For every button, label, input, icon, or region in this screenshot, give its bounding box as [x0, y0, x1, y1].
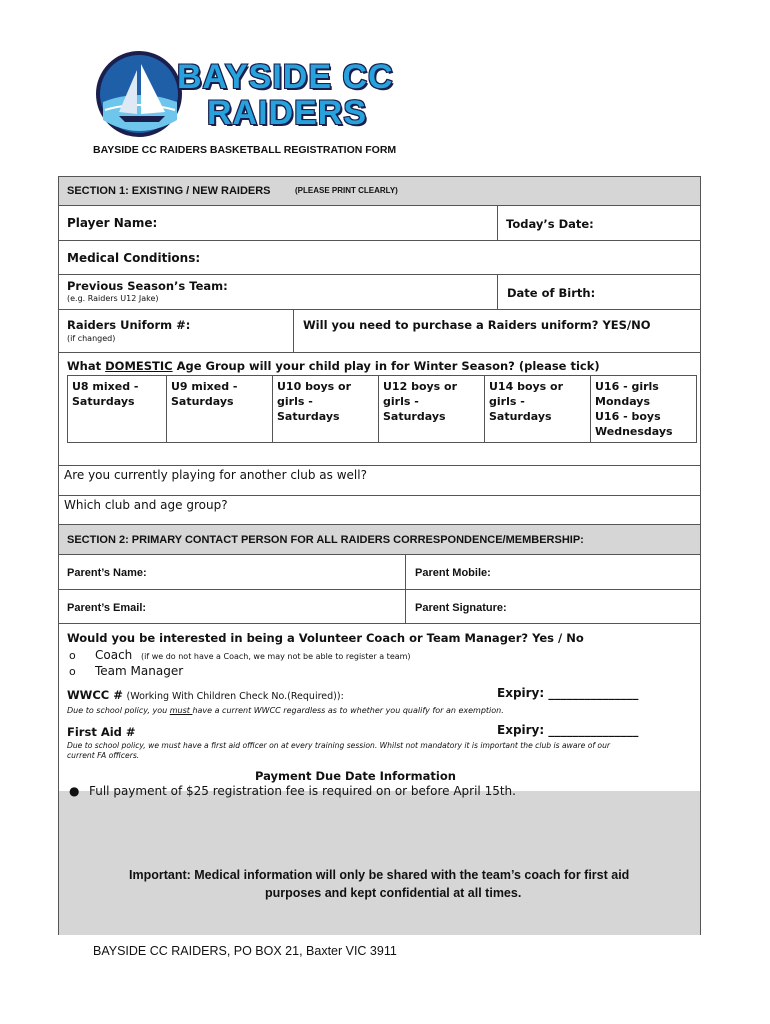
age-option-u10[interactable]: U10 boys or girls - Saturdays: [272, 376, 378, 442]
parent-email-label: Parent’s Email:: [67, 602, 147, 614]
medical-conditions-label: Medical Conditions:: [67, 251, 201, 265]
other-club-field[interactable]: [59, 466, 700, 496]
age-option-u14[interactable]: U14 boys or girls - Saturdays: [484, 376, 590, 442]
player-name-label: Player Name:: [67, 216, 158, 230]
date-of-birth-field[interactable]: [497, 275, 700, 309]
player-name-field[interactable]: [59, 206, 497, 240]
medical-conditions-field[interactable]: [59, 241, 700, 275]
parent-email-field[interactable]: [59, 590, 405, 623]
other-club-label: Are you currently playing for another club as well?: [64, 468, 367, 482]
coach-radio[interactable]: o: [69, 649, 76, 662]
form-title: BAYSIDE CC RAIDERS BASKETBALL REGISTRATION FORM: [93, 144, 397, 156]
uniform-purchase-field[interactable]: [293, 310, 700, 352]
section1-heading-row: [59, 177, 700, 206]
previous-team-row: [59, 275, 700, 310]
previous-team-label: Previous Season’s Team:: [67, 279, 228, 293]
section1-heading: SECTION 1: EXISTING / NEW RAIDERS: [67, 185, 271, 197]
registration-form: [58, 176, 701, 935]
parent-name-field[interactable]: [59, 555, 405, 589]
payment-box: [59, 769, 700, 935]
player-name-row: [59, 206, 700, 241]
previous-team-field[interactable]: [59, 275, 497, 309]
todays-date-field[interactable]: [497, 206, 700, 240]
uniform-purchase-label: Will you need to purchase a Raiders uniform? YES/NO: [303, 318, 651, 332]
footer-address: BAYSIDE CC RAIDERS, PO BOX 21, Baxter VIC 3911: [93, 944, 397, 958]
age-group-question: What DOMESTIC Age Group will your child play in for Winter Season? (please tick): [67, 359, 600, 373]
logo-line-1: BAYSIDE CC: [177, 58, 394, 96]
payment-bullet-dot: ●: [69, 784, 80, 798]
parent-name-row: [59, 555, 700, 590]
team-manager-option: Team Manager: [95, 664, 184, 678]
which-club-field[interactable]: [59, 496, 700, 525]
wwcc-note: Due to school policy, you must have a current WWCC regardless as to whether you qualify for an exemption.: [67, 706, 504, 715]
sailboat-basketball-icon: [95, 50, 183, 138]
uniform-number-label: Raiders Uniform #:: [67, 318, 191, 332]
first-aid-expiry-field[interactable]: Expiry: _______________: [497, 723, 639, 737]
parent-mobile-field[interactable]: [405, 555, 700, 589]
age-group-table: [67, 375, 697, 443]
parent-signature-label: Parent Signature:: [415, 602, 507, 614]
uniform-row: [59, 310, 700, 353]
age-option-u8[interactable]: U8 mixed - Saturdays: [72, 380, 139, 408]
logo-line-2: RAIDERS: [207, 94, 368, 132]
previous-team-example: (e.g. Raiders U12 Jake): [67, 294, 159, 303]
section2-heading: SECTION 2: PRIMARY CONTACT PERSON FOR ALL RAIDERS CORRESPONDENCE/MEMBERSHIP:: [67, 534, 584, 546]
payment-info: Full payment of $25 registration fee is required on or before April 15th.: [89, 784, 516, 798]
age-group-row: [59, 353, 700, 466]
coach-option: Coach: [95, 648, 133, 662]
date-of-birth-label: Date of Birth:: [507, 286, 596, 300]
club-logo: [95, 50, 395, 140]
uniform-number-field[interactable]: [59, 310, 293, 352]
first-aid-note-line-1: Due to school policy, we must have a first aid officer on at every training session. Whilst not mandatory it is important the club is aware of our: [67, 741, 611, 750]
section1-heading-note: (PLEASE PRINT CLEARLY): [295, 186, 398, 195]
team-manager-radio[interactable]: o: [69, 665, 76, 678]
volunteer-question: Would you be interested in being a Volunteer Coach or Team Manager? Yes / No: [67, 631, 584, 645]
age-option-u16[interactable]: U16 - girls Mondays U16 - boys Wednesdays: [590, 376, 696, 442]
wwcc-expiry-field[interactable]: Expiry: _______________: [497, 686, 639, 700]
wwcc-field[interactable]: WWCC # (Working With Children Check No.(Required)):: [67, 688, 344, 702]
coach-note: (if we do not have a Coach, we may not be able to register a team): [141, 652, 411, 661]
section2-heading-row: [59, 525, 700, 555]
parent-name-label: Parent’s Name:: [67, 567, 147, 579]
first-aid-note-line-2: current FA officers.: [67, 751, 140, 760]
first-aid-field[interactable]: First Aid #: [67, 725, 136, 739]
todays-date-label: Today’s Date:: [506, 217, 594, 231]
parent-signature-field[interactable]: [405, 590, 700, 623]
which-club-label: Which club and age group?: [64, 498, 228, 512]
important-notice-line-2: purposes and kept confidential at all times.: [265, 886, 522, 900]
important-notice-line-1: Important: Medical information will only be shared with the team’s coach for first aid: [129, 868, 630, 882]
parent-email-row: [59, 590, 700, 624]
uniform-number-note: (if changed): [67, 334, 116, 343]
parent-mobile-label: Parent Mobile:: [415, 567, 491, 579]
age-option-u12[interactable]: U12 boys or girls - Saturdays: [378, 376, 484, 442]
payment-heading: Payment Due Date Information: [255, 769, 456, 783]
age-option-u9[interactable]: U9 mixed - Saturdays: [166, 376, 272, 442]
volunteer-block: [59, 624, 700, 769]
